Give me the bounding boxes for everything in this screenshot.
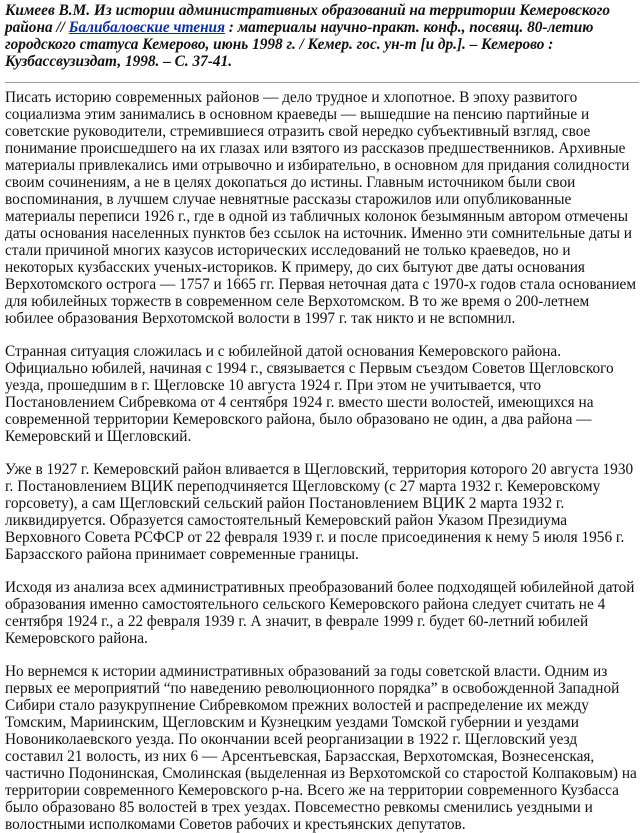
citation-details: : материалы научно-практ. конф., посвящ. 80-летию городского статуса Кемерово, июнь 1998 г. / Кемер. гос. ун-т [и др.]. – Кемерово : Кузбассвузиздат, 1998. – С. 37-41. xyxy=(5,19,594,70)
paragraph: Писать историю современных районов — дело трудное и хлопотное. В эпоху развитого социализма этим занимались в основном краеведы — вышедшие на пенсию партийные и советские руководители, стремившиеся отразить свой нередко субъективный взгляд, свое понимание происшедшего на их глазах или взятого из рассказов предшественников. Архивные материалы привлекались ими отрывочно и избирательно, в основном для придания солидности своим сочинениям, а не в целях докопаться до истины. Главным источником были свои воспоминания, в лучшем случае невнятные рассказы старожилов или опубликованные материалы переписи 1926 г., где в одной из табличных колонок безымянным автором отмечены даты основания населенных пунктов без ссылок на источник. Именно эти сомнительные даты и стали причиной многих казусов исторических исследований не только краеведов, но и некоторых кузбасских ученых-историков. К примеру, до сих бытуют две даты основания Верхотомского острога — 1757 и 1665 гг. Первая неточная дата с 1970-х годов стала основанием для юбилейных торжеств в современном селе Верхотомском. В то же время о 200-летнем юбилее образования Верхотомской волости в 1997 г. так никто и не вспомнил. xyxy=(5,89,636,327)
paragraph: Уже в 1927 г. Кемеровский район вливается в Щегловский, территория которого 20 августа 1930 г. Постановлением ВЦИК переподчиняется Щегловскому (с 27 марта 1932 г. Кемеровскому горсовету), а сам Щегловский сельский район Постановлением ВЦИК 2 марта 1932 г. ликвидируется. Образуется самостоятельный Кемеровский район Указом Президиума Верховного Совета РСФСР от 22 февраля 1939 г. и после присоединения к нему 5 июля 1956 г. Барзасского района принимает современные границы. xyxy=(5,461,634,563)
citation-header xyxy=(5,2,639,70)
paragraph: Странная ситуация сложилась и с юбилейной датой основания Кемеровского района. Официально юбилей, начиная с 1994 г., связывается с Первым съездом Советов Щегловского уезда, прошедшим в г. Щегловске 10 августа 1924 г. При этом не учитывается, что Постановлением Сибревкома от 4 сентября 1924 г. вместо шести волостей, имеющихся на современной территории Кемеровского района, было образовано не один, а два района — Кемеровский и Щегловский. xyxy=(5,343,614,445)
paragraph: Но вернемся к истории административных образований за годы советской власти. Одним из первых ее мероприятий “по наведению революционного порядка” в освобожденной Западной Сибири стало разукрупнение Сибревкомом прежних волостей и распределение их между Томским, Мариинским, Щегловским и Кузнецким уездами Томской губернии и уездами Новониколаевского уезда. По окончании всей реорганизации в 1922 г. Щегловский уезд составил 21 волость, из них 6 — Арсентьевская, Барзасская, Верхотомская, Вознесенская, частично Подонинская, Смолинская (выделенная из Верхотомской со старостой Колпаковым) на территории современного Кемеровского р-на. Всего же на территории современного Кузбасса было образовано 85 волостей в трех уездах. Повсеместно ревкомы сменились уездными и волостными исполкомами Советов рабочих и крестьянских депутатов. xyxy=(5,663,637,833)
article-body xyxy=(5,89,639,833)
paragraph: Исходя из анализа всех административных преобразований более подходящей юбилейной датой образования именно самостоятельного сельского Кемеровского района следует считать не 4 сентября 1924 г., а 22 февраля 1939 г. А значит, в феврале 1999 г. будет 60-летний юбилей Кемеровского района. xyxy=(5,579,635,647)
citation-text: Кимеев В.М. Из истории административных образований на территории Кемеровского района // xyxy=(5,2,611,36)
proceedings-link[interactable]: Балибаловские чтения xyxy=(68,19,225,36)
header-divider xyxy=(5,82,639,83)
